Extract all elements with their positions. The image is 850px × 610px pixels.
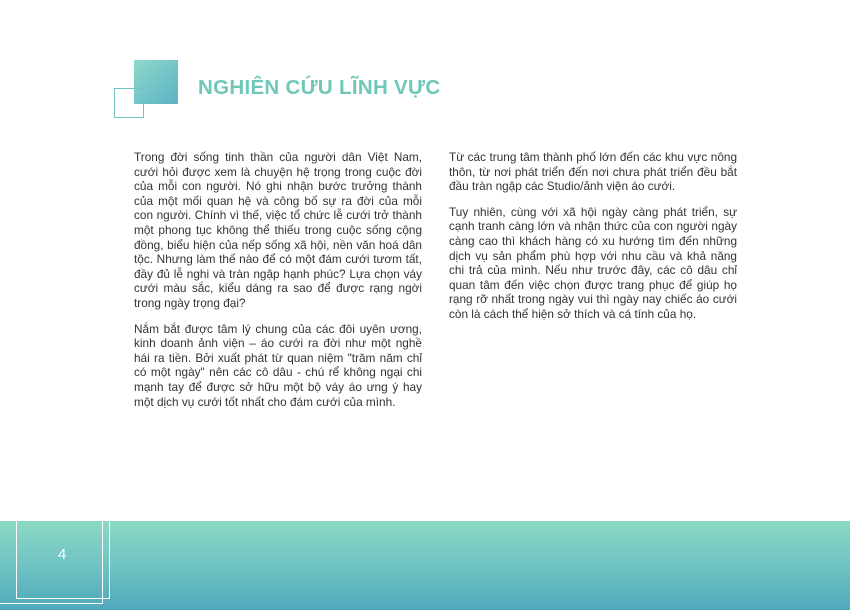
page-title: NGHIÊN CỨU LĨNH VỰC: [198, 76, 441, 99]
paragraph: Nắm bắt được tâm lý chung của các đôi uyên ương, kinh doanh ảnh viện – áo cưới ra đời như một nghề hái ra tiền. Bởi xuất phát từ quan niệm "trăm năm chỉ có một ngày" nên các cô dâu - chú rể không ngại chi mạnh tay để được sở hữu một bộ váy áo ưng ý hay một dịch vụ cưới tốt nhất cho đám cưới của mình.: [134, 321, 422, 409]
title-decor-outline: [114, 88, 144, 118]
page-number: 4: [58, 546, 67, 563]
text-column-left: [134, 150, 422, 420]
paragraph: Từ các trung tâm thành phố lớn đến các khu vực nông thôn, từ nơi phát triển đến nơi chưa phát triển đều bắt đầu tràn ngập các Studio/ảnh viện áo cưới.: [449, 150, 737, 194]
paragraph: Trong đời sống tinh thần của người dân Việt Nam, cưới hỏi được xem là chuyện hệ trọng trong cuộc đời của mỗi con người. Nó ghi nhận bước trưởng thành của một mối quan hệ và công bố sự ra đời của mỗi con người. Chính vì thế, việc tổ chức lễ cưới trở thành một phong tục không thể thiếu trong cuộc sống cộng đồng, biểu hiện của nếp sống xã hội, nền văn hoá dân tộc. Nhưng làm thế nào để có một đám cưới tươm tất, đầy đủ lễ nghi và tràn ngập hạnh phúc? Lựa chọn váy cưới màu sắc, kiểu dáng ra sao để được rạng ngời trong ngày trọng đại?: [134, 150, 422, 310]
text-column-right: [449, 150, 737, 333]
footer-band: [0, 521, 850, 610]
paragraph: Tuy nhiên, cùng với xã hội ngày càng phát triển, sự cạnh tranh càng lớn và nhận thức của con người ngày càng cao thì khách hàng có xu hướng tìm đến những dịch vụ sản phẩm phù hợp với nhu cầu và khả năng chi trả của mình. Nếu như trước đây, các cô dâu chỉ quan tâm đến việc chọn được trang phục để giúp họ rạng rỡ nhất trong ngày vui thì ngày nay chiếc áo cưới còn là cách thể hiện sở thích và cá tính của họ.: [449, 204, 737, 321]
